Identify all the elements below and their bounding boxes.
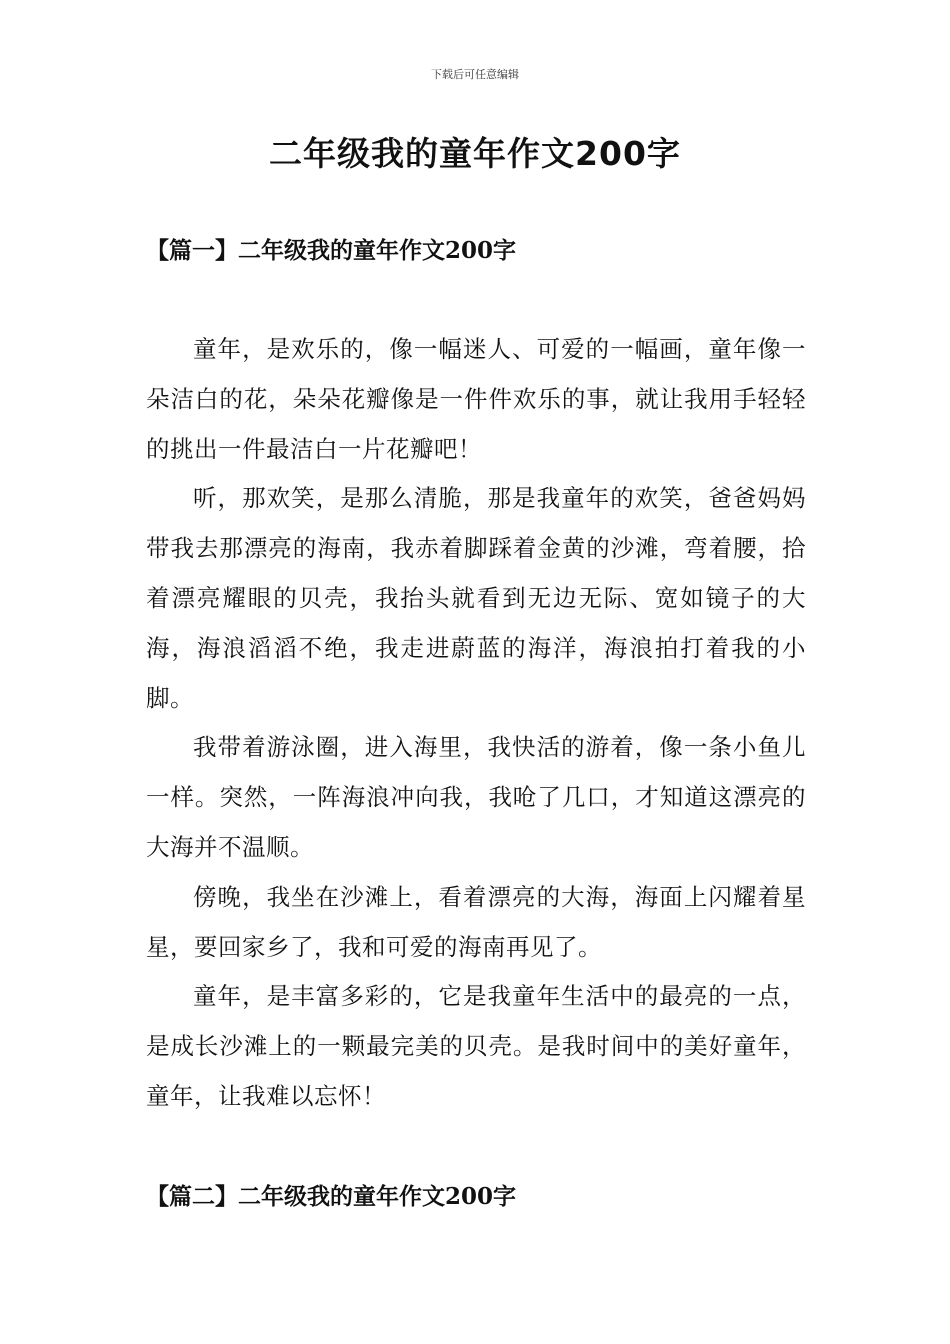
paragraph-1: 童年，是欢乐的，像一幅迷人、可爱的一幅画，童年像一朵洁白的花，朵朵花瓣像是一件件欢乐的事，就让我用手轻轻的挑出一件最洁白一片花瓣吧！ <box>146 335 806 463</box>
paragraph-5: 童年，是丰富多彩的，它是我童年生活中的最亮的一点，是成长沙滩上的一颗最完美的贝壳。是我时间中的美好童年，童年，让我难以忘怀！ <box>146 982 806 1110</box>
header-note: 下载后可任意编辑 <box>431 68 519 81</box>
essay-body-1 <box>146 325 806 1122</box>
paragraph-4: 傍晚，我坐在沙滩上，看着漂亮的大海，海面上闪耀着星星，要回家乡了，我和可爱的海南再见了。 <box>146 882 806 961</box>
paragraph-2: 听，那欢笑，是那么清脆，那是我童年的欢笑，爸爸妈妈带我去那漂亮的海南，我赤着脚踩着金黄的沙滩，弯着腰，拾着漂亮耀眼的贝壳，我抬头就看到无边无际、宽如镜子的大海，海浪滔滔不绝，我走进蔚蓝的海洋，海浪拍打着我的小脚。 <box>146 484 806 712</box>
document-title: 二年级我的童年作文200字 <box>269 134 681 173</box>
section-heading-1: 【篇一】二年级我的童年作文200字 <box>146 237 517 264</box>
section-heading-2: 【篇二】二年级我的童年作文200字 <box>146 1183 517 1210</box>
paragraph-3: 我带着游泳圈，进入海里，我快活的游着，像一条小鱼儿一样。突然，一阵海浪冲向我，我呛了几口，才知道这漂亮的大海并不温顺。 <box>146 733 806 861</box>
